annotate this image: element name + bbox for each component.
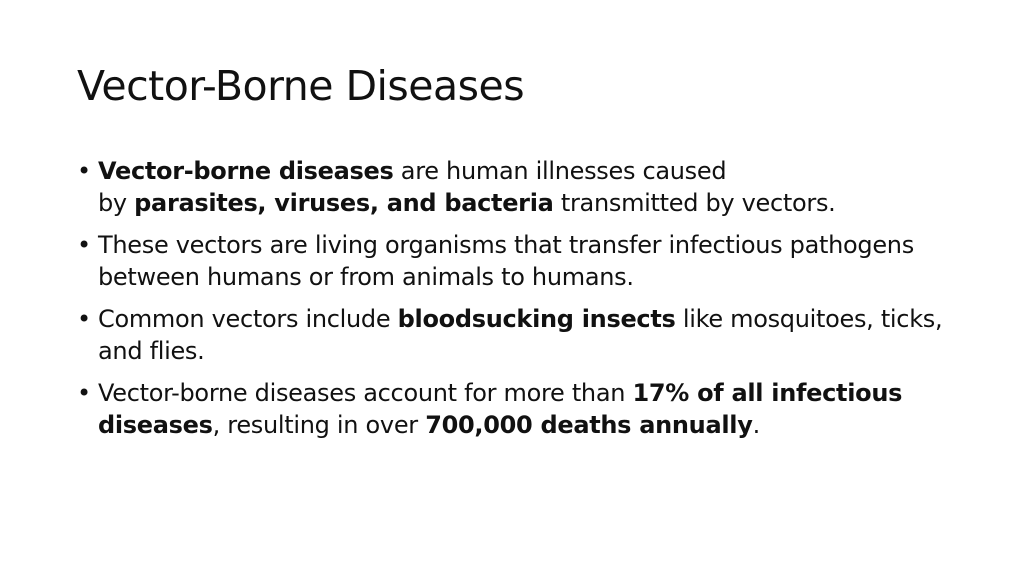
bullet-bold-text: parasites, viruses, and bacteria — [134, 189, 554, 217]
bullet-item — [77, 229, 977, 293]
bullet-text: . — [752, 411, 760, 439]
bullet-dot: • — [77, 379, 91, 407]
bullet-text: Vector-borne diseases account for more than — [98, 379, 633, 407]
bullet-list — [77, 155, 977, 451]
bullet-bold-text: Vector-borne diseases — [98, 157, 394, 185]
bullet-text: by — [98, 189, 135, 217]
slide-title: Vector-Borne Diseases — [77, 62, 525, 110]
bullet-item — [77, 377, 977, 441]
bullet-bold-text: bloodsucking insects — [397, 305, 676, 333]
bullet-item — [77, 303, 977, 367]
bullet-bold-text: 17% of all infectious diseases — [98, 379, 903, 439]
bullet-dot: • — [77, 231, 91, 259]
bullet-text: These vectors are living organisms that transfer infectious pathogens between humans or from animals to humans. — [98, 231, 914, 291]
bullet-text: are human illnesses caused — [393, 157, 727, 185]
bullet-text: , resulting in over — [212, 411, 426, 439]
bullet-text: like mosquitoes, ticks, and flies. — [98, 305, 943, 365]
bullet-text: Common vectors include — [98, 305, 398, 333]
bullet-dot: • — [77, 305, 91, 333]
bullet-item — [77, 155, 977, 219]
bullet-bold-text: 700,000 deaths annually — [425, 411, 753, 439]
bullet-dot: • — [77, 157, 91, 185]
bullet-text: transmitted by vectors. — [553, 189, 836, 217]
